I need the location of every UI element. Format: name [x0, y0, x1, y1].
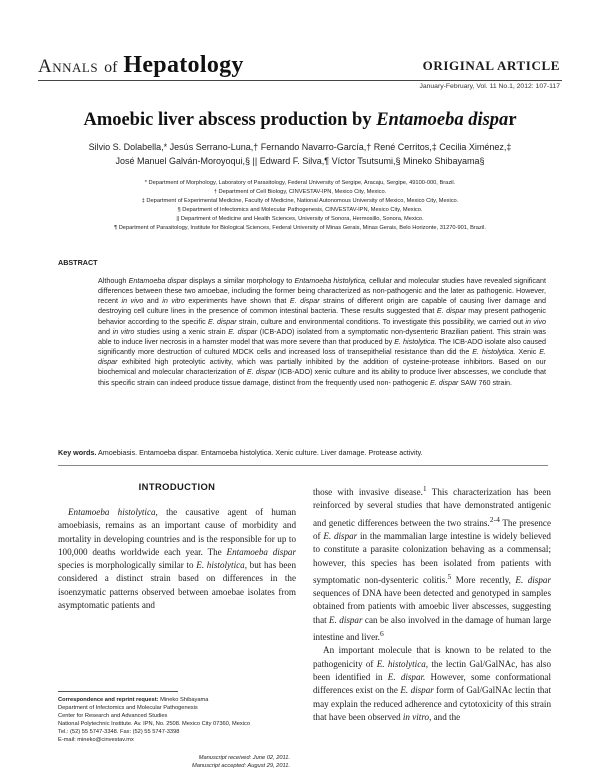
- journal-logo: [38, 52, 258, 82]
- keywords-divider: [58, 465, 548, 466]
- authors-line-2: José Manuel Galván-Moroyoqui,§ || Edward F. Silva,¶ Víctor Tsutsumi,§ Mineko Shibayama§: [115, 156, 485, 166]
- paragraph: An important molecule that is known to be related to the pathogenicity of E. histolytica, the lectin Gal/GalNAc, has also been identified in E. dispar. However, some conformational differences exist on the E. dispar form of Gal/GalNAc lectin that may explain the reduced adherence and cytotoxicity of this strain that have been observed in vitro, and the: [313, 645, 552, 722]
- introduction-heading: INTRODUCTION: [138, 481, 216, 492]
- abstract-text: Although Entamoeba dispar displays a similar morphology to Entamoeba histolytica, cellular and molecular studies have revealed significant differences between these two amoebae, including the former being characterized as non-pathogenic and the later as pathogenic. However, recent in vivo and in vitro experiments have shown that E. dispar strains of different origin are capable of causing liver damage and destroying cell culture lines in the presence of common intestinal bacteria. These results suggested that E. dispar may present pathogenic behavior according to the specific E. dispar strain, culture and environmental conditions. To investigate this possibility, we carried out in vivo and in vitro studies using a xenic strain E. dispar (ICB-ADO) isolated from a symptomatic non-dysenteric Brazilian patient. This strain was able to induce liver necrosis in a hamster model that was more severe than that produced by E. histolytica. The ICB-ADO isolate also caused significantly more destruction of cultured MDCK cells and increased loss of transepithelial resistance than did the E. histolytica. Xenic E. dispar exhibited high proteolytic activity, which was partially inhibited by the addition of cysteine-protease inhibitors. Based on our biochemical and molecular characterization of E. dispar (ICB-ADO) xenic culture and its ability to produce liver abscesses, we conclude that this specific strain can indeed produce tissue damage, distinct from the frequently used non- pathogenic E. dispar SAW 760 strain.: [98, 276, 547, 387]
- affiliation: ¶ Department of Parasitology, Institute for Biological Sciences, Federal University of Minas Gerais, Minas Gerais, Belo Horizonte, 31270-901, Brazil.: [114, 224, 486, 231]
- intro-column-right: [313, 482, 551, 724]
- logo-hepatology: Hepatology: [123, 52, 244, 78]
- header-rule: [38, 80, 562, 81]
- correspondence: Correspondence and reprint request: Mineko Shibayama Department of Infectomics and Molecular Pathogenesis Center for Research and Advanced Studies National Polytechnic Institute. Av. IPN, No. 2508. Mexico City 07360, Mexico Tel.: (52) 55 5747-3348. Fax: (52) 55 5747-3398 E-mail: mineko@cinvestav.mx: [58, 696, 296, 745]
- intro-column-left: [58, 506, 296, 612]
- date-received: Manuscript received: June 02, 2011.: [198, 755, 290, 761]
- article-title: Amoebic liver abscess production by Entamoeba dispar: [83, 110, 517, 130]
- authors-line-1: Silvio S. Dolabella,* Jesús Serrano-Luna,† Fernando Navarro-García,† René Cerritos,‡ Cecilia Ximénez,‡: [88, 142, 512, 152]
- author-list: [60, 140, 540, 168]
- affiliation: † Department of Cell Biology, CINVESTAV-IPN, Mexico City, Mexico.: [213, 188, 387, 195]
- issue-info: January-February, Vol. 11 No.1, 2012: 107-117: [419, 83, 560, 90]
- affiliation: ‡ Department of Experimental Medicine, Faculty of Medicine, National Autonomous University of Mexico, Mexico City, Mexico.: [141, 197, 459, 204]
- affiliations: [30, 179, 570, 232]
- keywords: [58, 448, 548, 457]
- section-label: ORIGINAL ARTICLE: [422, 58, 560, 73]
- logo-of: of: [104, 59, 118, 76]
- manuscript-dates: [58, 754, 290, 771]
- affiliation: * Department of Morphology, Laboratory of Parasitology, Federal University of Sergipe, Aracaju, Sergipe, 49100-000, Brazil.: [144, 180, 456, 186]
- paragraph: those with invasive disease.$^1$ This characterization has been reinforced by several studies that have demonstrated antigenic and genetic differences between the two strains.$^{2-4}$ The presence of E. dispar in the mammalian large intestine is widely believed to constitute a parasite colonization behaving as a commensal; however, this species has been isolated from patients with symptomatic non-dysenteric colitis.$^5$ More recently, E. dispar sequences of DNA have been detected and genotyped in samples obtained from patients with amoebic liver abscesses, suggesting that E. dispar can be also involved in the damage of human large intestine and liver.$^6$: [313, 484, 551, 643]
- email-text: E-mail: mineko@cinvestav.mx: [58, 737, 134, 744]
- logo-annals: Annals: [38, 56, 99, 77]
- date-accepted: Manuscript accepted: August 29, 2011.: [191, 763, 290, 770]
- affiliation: § Department of Infectomics and Molecular Pathogenesis, CINVESTAV-IPN, Mexico City, Mexico.: [177, 206, 423, 213]
- correspondence-label: Correspondence and reprint request:: [58, 697, 159, 703]
- keywords-text: Amoebiasis. Entamoeba dispar. Entamoeba histolytica. Xenic culture. Liver damage. Protease activity.: [96, 448, 423, 457]
- paragraph: Entamoeba histolytica, the causative agent of human amoebiasis, remains as an important cause of morbidity and mortality in developing countries and is the responsible for up to 100,000 deaths worldwide each year. The Entamoeba dispar species is morphologically similar to E. histolytica, but has been considered a distinct strain based on differences in the isoenzymatic patterns observed between amoebae isolates from asymptomatic patients and: [58, 507, 296, 611]
- affiliation: || Department of Medicine and Health Sciences, University of Sonora, Hermosillo, Sonora, Mexico.: [176, 215, 424, 222]
- footnote-rule: [58, 691, 178, 692]
- keywords-label: Key words.: [58, 448, 97, 457]
- abstract-heading: ABSTRACT: [58, 258, 98, 267]
